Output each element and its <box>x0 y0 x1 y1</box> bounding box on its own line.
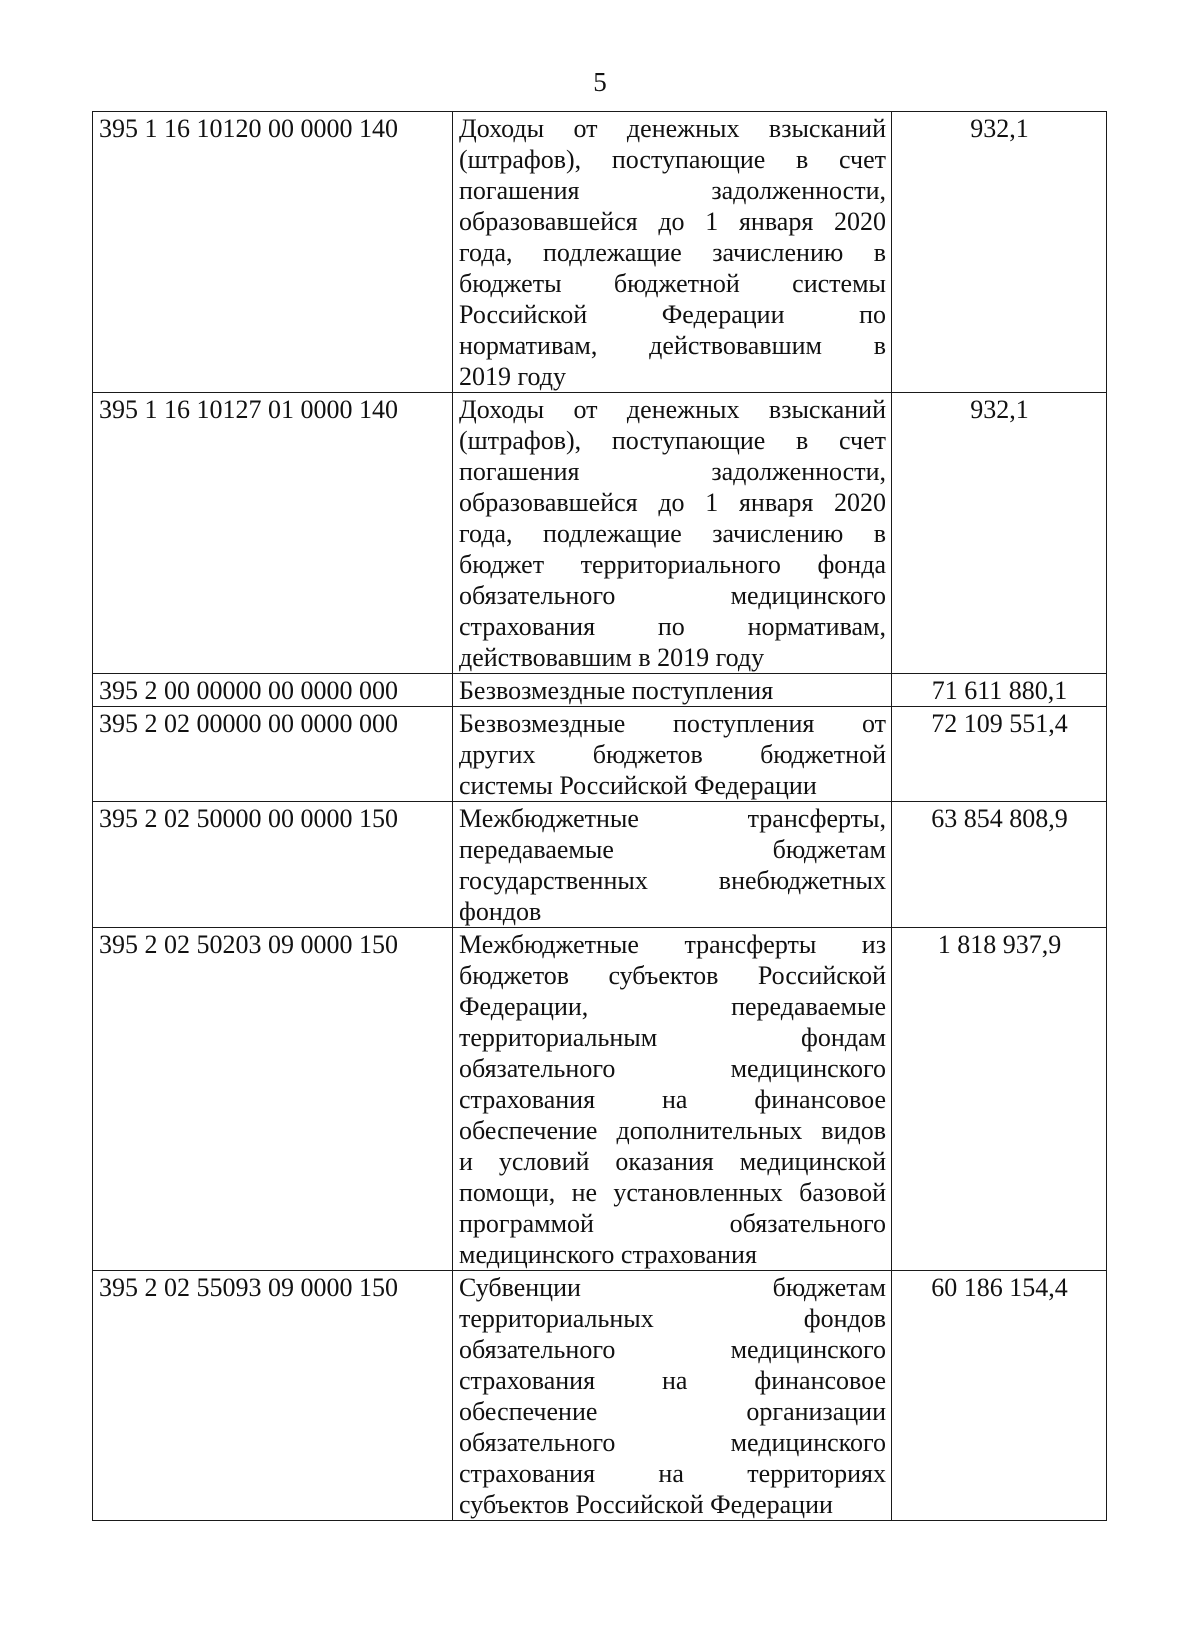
revenue-name-line: Федерации, передаваемые <box>459 992 886 1021</box>
revenue-name-line: бюджетов субъектов Российской <box>459 961 886 990</box>
revenue-name-line: (штрафов), поступающие в счет <box>459 426 886 455</box>
revenue-name-line: передаваемые бюджетам <box>459 835 886 864</box>
revenue-name-line: Безвозмездные поступления <box>459 676 774 705</box>
amount-cell: 71 611 880,1 <box>892 674 1107 707</box>
revenue-name-line: действовавшим в 2019 году <box>459 643 765 672</box>
revenue-name-line: программой обязательного <box>459 1209 886 1238</box>
budget-code-cell: 395 2 02 50000 00 0000 150 <box>93 802 453 928</box>
budget-code-cell: 395 2 00 00000 00 0000 000 <box>93 674 453 707</box>
budget-code-cell: 395 2 02 55093 09 0000 150 <box>93 1271 453 1521</box>
revenue-name-line: обеспечение организации <box>459 1397 886 1426</box>
revenue-name-line: Доходы от денежных взысканий <box>459 114 886 143</box>
revenue-name-line: обязательного медицинского <box>459 1335 886 1364</box>
revenue-name-line: (штрафов), поступающие в счет <box>459 145 886 174</box>
revenue-name-line: страхования на территориях <box>459 1459 886 1488</box>
revenue-name-line: бюджет территориального фонда <box>459 550 886 579</box>
table-row <box>93 928 1107 1271</box>
revenue-name-line: территориальным фондам <box>459 1023 886 1052</box>
revenue-name-cell <box>453 393 892 674</box>
revenue-name-line: государственных внебюджетных <box>459 866 886 895</box>
revenue-name-cell <box>453 112 892 393</box>
revenue-name-line: погашения задолженности, <box>459 457 886 486</box>
budget-code-cell: 395 2 02 50203 09 0000 150 <box>93 928 453 1271</box>
revenue-name-line: нормативам, действовавшим в <box>459 331 886 360</box>
amount-cell: 932,1 <box>892 112 1107 393</box>
revenue-name-line: Российской Федерации по <box>459 300 886 329</box>
revenue-name-cell <box>453 707 892 802</box>
table-row <box>93 112 1107 393</box>
budget-code-cell: 395 1 16 10127 01 0000 140 <box>93 393 453 674</box>
budget-code-cell: 395 1 16 10120 00 0000 140 <box>93 112 453 393</box>
amount-cell: 63 854 808,9 <box>892 802 1107 928</box>
budget-revenue-table <box>92 111 1107 1521</box>
revenue-name-line: обязательного медицинского <box>459 1428 886 1457</box>
table-row <box>93 802 1107 928</box>
revenue-name-line: страхования на финансовое <box>459 1085 886 1114</box>
table-row <box>93 1271 1107 1521</box>
revenue-name-line: субъектов Российской Федерации <box>459 1490 833 1519</box>
revenue-name-cell <box>453 1271 892 1521</box>
revenue-name-line: страхования на финансовое <box>459 1366 886 1395</box>
revenue-name-line: образовавшейся до 1 января 2020 <box>459 207 886 236</box>
revenue-name-line: 2019 году <box>459 362 566 391</box>
revenue-name-line: погашения задолженности, <box>459 176 886 205</box>
revenue-name-line: фондов <box>459 897 542 926</box>
revenue-name-cell <box>453 674 892 707</box>
revenue-name-line: Безвозмездные поступления от <box>459 709 886 738</box>
revenue-name-line: медицинского страхования <box>459 1240 757 1269</box>
revenue-name-line: обязательного медицинского <box>459 581 886 610</box>
revenue-name-line: помощи, не установленных базовой <box>459 1178 886 1207</box>
revenue-name-line: и условий оказания медицинской <box>459 1147 886 1176</box>
revenue-name-line: обязательного медицинского <box>459 1054 886 1083</box>
revenue-name-line: Межбюджетные трансферты из <box>459 930 886 959</box>
amount-cell: 932,1 <box>892 393 1107 674</box>
revenue-name-line: территориальных фондов <box>459 1304 886 1333</box>
revenue-name-line: образовавшейся до 1 января 2020 <box>459 488 886 517</box>
amount-cell: 1 818 937,9 <box>892 928 1107 1271</box>
revenue-name-line: бюджеты бюджетной системы <box>459 269 886 298</box>
revenue-name-line: страхования по нормативам, <box>459 612 886 641</box>
revenue-name-line: Субвенции бюджетам <box>459 1273 886 1302</box>
table-row <box>93 707 1107 802</box>
table-row <box>93 674 1107 707</box>
revenue-name-line: Доходы от денежных взысканий <box>459 395 886 424</box>
budget-code-cell: 395 2 02 00000 00 0000 000 <box>93 707 453 802</box>
revenue-name-line: Межбюджетные трансферты, <box>459 804 886 833</box>
revenue-name-cell <box>453 802 892 928</box>
revenue-name-cell <box>453 928 892 1271</box>
revenue-name-line: других бюджетов бюджетной <box>459 740 886 769</box>
amount-cell: 60 186 154,4 <box>892 1271 1107 1521</box>
revenue-name-line: года, подлежащие зачислению в <box>459 238 886 267</box>
amount-cell: 72 109 551,4 <box>892 707 1107 802</box>
revenue-name-line: системы Российской Федерации <box>459 771 817 800</box>
revenue-name-line: обеспечение дополнительных видов <box>459 1116 886 1145</box>
table-body <box>93 112 1107 1521</box>
revenue-name-line: года, подлежащие зачислению в <box>459 519 886 548</box>
page-number: 5 <box>593 67 607 97</box>
table-row <box>93 393 1107 674</box>
